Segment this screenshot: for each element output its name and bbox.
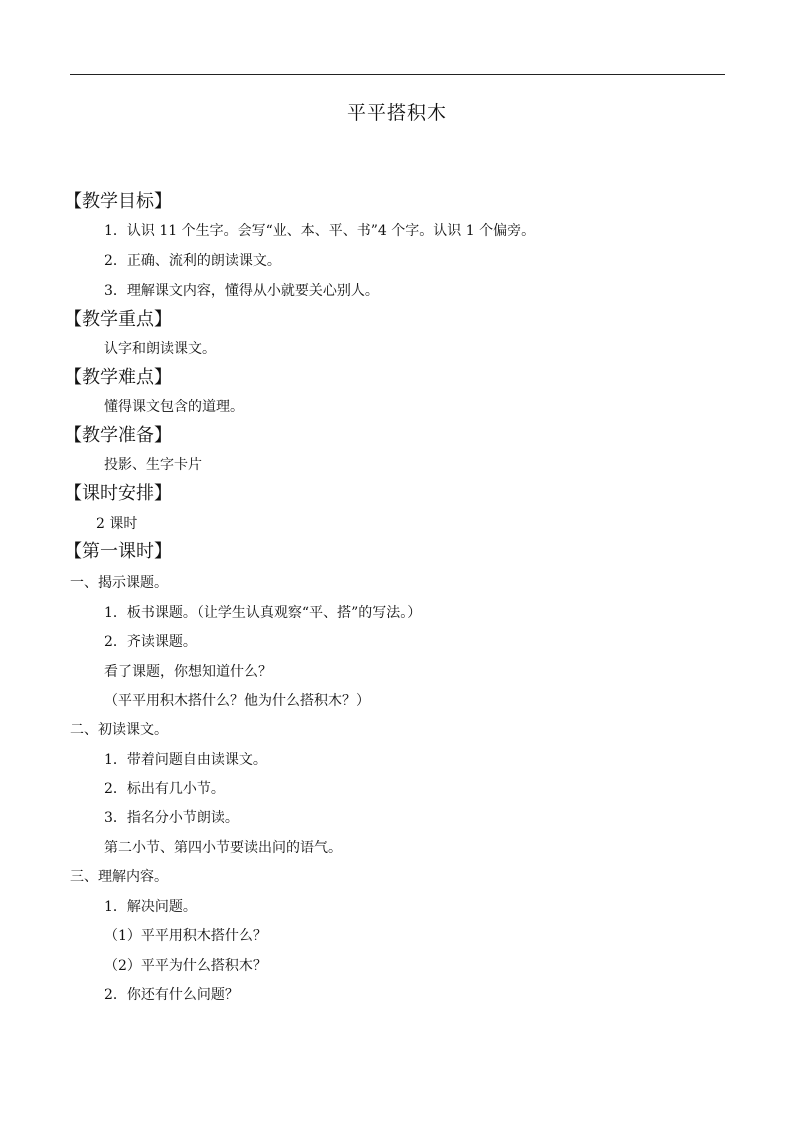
- text-line: 三、理解内容。: [70, 869, 168, 885]
- text-line: 2．你还有什么问题？: [104, 987, 239, 1003]
- text-line: 1．带着问题自由读课文。: [104, 752, 267, 768]
- document-title: 平平搭积木: [346, 102, 447, 124]
- header-rule: [70, 74, 725, 75]
- section-heading: 【课时安排】: [64, 483, 172, 504]
- text-line: 投影、生字卡片: [104, 457, 202, 473]
- section-heading: 【教学难点】: [64, 367, 172, 388]
- text-line: 懂得课文包含的道理。: [104, 399, 244, 415]
- text-line: 二、初读课文。: [70, 722, 168, 738]
- text-line: （1）平平用积木搭什么？: [104, 928, 267, 944]
- text-line: 2．正确、流利的朗读课文。: [104, 253, 281, 269]
- text-line: 2．齐读课题。: [104, 634, 197, 650]
- text-line: （2）平平为什么搭积木？: [104, 958, 267, 974]
- text-line: 1．解决问题。: [104, 899, 197, 915]
- text-line: 2．标出有几小节。: [104, 781, 225, 797]
- text-line: 认字和朗读课文。: [104, 341, 216, 357]
- section-heading: 【教学准备】: [64, 425, 172, 446]
- text-line: 第二小节、第四小节要读出问的语气。: [104, 840, 342, 856]
- text-line: 3．理解课文内容，懂得从小就要关心别人。: [104, 283, 379, 299]
- text-line: 1．认识 11 个生字。会写“业、本、平、书”4 个字。认识 1 个偏旁。: [104, 223, 536, 239]
- text-line: 2 课时: [96, 516, 138, 532]
- text-line: （平平用积木搭什么？他为什么搭积木？）: [104, 693, 370, 709]
- section-heading: 【教学重点】: [64, 309, 172, 330]
- section-heading: 【教学目标】: [64, 191, 172, 212]
- text-line: 一、揭示课题。: [70, 575, 168, 591]
- section-heading: 【第一课时】: [64, 541, 172, 562]
- text-line: 3．指名分小节朗读。: [104, 810, 239, 826]
- text-line: 看了课题，你想知道什么？: [104, 664, 272, 680]
- text-line: 1．板书课题。（让学生认真观察“平、搭”的写法。）: [104, 605, 422, 621]
